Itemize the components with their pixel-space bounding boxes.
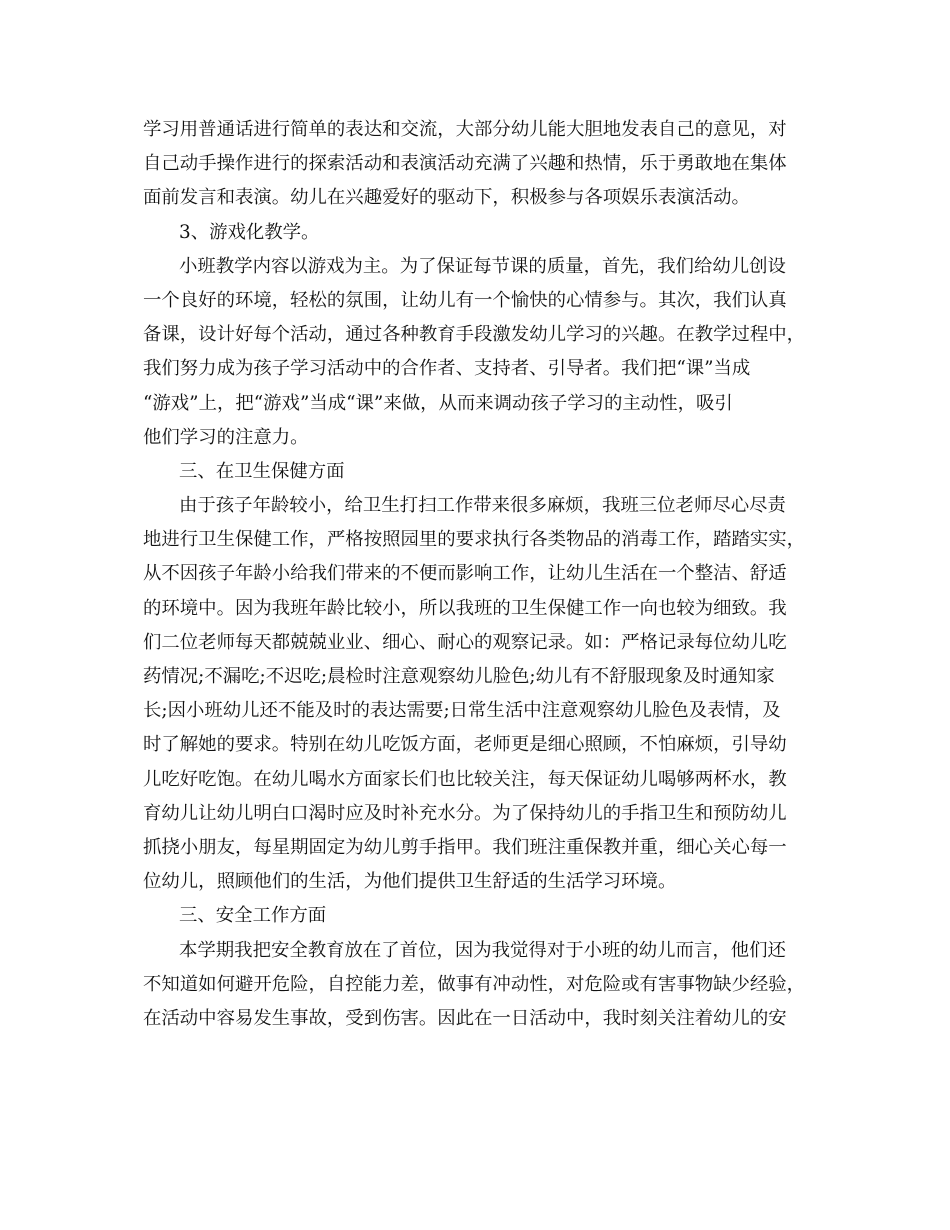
text-line: 自己动手操作进行的探索活动和表演活动充满了兴趣和热情，乐于勇敢地在集体 bbox=[143, 153, 787, 175]
paragraph-start-line: 小班教学内容以游戏为主。为了保证每节课的质量，首先，我们给幼儿创设 bbox=[179, 255, 786, 277]
text-line: 儿吃好吃饱。在幼儿喝水方面家长们也比较关注，每天保证幼儿喝够两杯水，教 bbox=[143, 768, 787, 790]
text-line: 一个良好的环境，轻松的氛围，让幼儿有一个愉快的心情参与。其次，我们认真 bbox=[143, 289, 787, 311]
paragraph-start-line: 3、游戏化教学。 bbox=[179, 221, 320, 243]
text-line: 药情况;不漏吃;不迟吃;晨检时注意观察幼儿脸色;幼儿有不舒服现象及时通知家 bbox=[143, 666, 775, 687]
text-line: 时了解她的要求。特别在幼儿吃饭方面，老师更是细心照顾，不怕麻烦，引导幼 bbox=[143, 734, 787, 756]
text-line: 我们努力成为孩子学习活动中的合作者、支持者、引导者。我们把“课”当成 bbox=[143, 358, 751, 380]
text-line: 们二位老师每天都兢兢业业、细心、耐心的观察记录。如：严格记录每位幼儿吃 bbox=[143, 631, 787, 653]
text-line: 的环境中。因为我班年龄比较小，所以我班的卫生保健工作一向也较为细致。我 bbox=[143, 597, 787, 619]
text-line: 学习用普通话进行简单的表达和交流，大部分幼儿能大胆地发表自己的意见，对 bbox=[143, 119, 787, 140]
paragraph-start-line: 本学期我把安全教育放在了首位，因为我觉得对于小班的幼儿而言，他们还 bbox=[179, 939, 786, 961]
text-line: 地进行卫生保健工作，严格按照园里的要求执行各类物品的消毒工作，踏踏实实， bbox=[143, 529, 806, 551]
text-line: 在活动中容易发生事故，受到伤害。因此在一日活动中，我时刻关注着幼儿的安 bbox=[143, 1007, 787, 1029]
text-line: 从不因孩子年龄小给我们带来的不便而影响工作，让幼儿生活在一个整洁、舒适 bbox=[143, 563, 787, 585]
text-line: 抓挠小朋友，每星期固定为幼儿剪手指甲。我们班注重保教并重，细心关心每一 bbox=[143, 836, 787, 858]
text-line: 育幼儿让幼儿明白口渴时应及时补充水分。为了保持幼儿的手指卫生和预防幼儿 bbox=[143, 802, 787, 824]
text-line: 面前发言和表演。幼儿在兴趣爱好的驱动下，积极参与各项娱乐表演活动。 bbox=[143, 187, 750, 209]
text-line: 不知道如何避开危险，自控能力差，做事有冲动性，对危险或有害事物缺少经验， bbox=[143, 973, 806, 995]
paragraph-start-line: 三、在卫生保健方面 bbox=[179, 460, 345, 482]
text-line: 位幼儿，照顾他们的生活，为他们提供卫生舒适的生活学习环境。 bbox=[143, 871, 677, 893]
text-line: “游戏”上，把“游戏”当成“课”来做，从而来调动孩子学习的主动性，吸引 bbox=[143, 392, 733, 414]
text-line: 备课，设计好每个活动，通过各种教育手段激发幼儿学习的兴趣。在教学过程中， bbox=[143, 324, 806, 346]
paragraph-start-line: 三、安全工作方面 bbox=[179, 905, 327, 927]
text-line: 长;因小班幼儿还不能及时的表达需要;日常生活中注意观察幼儿脸色及表情，及 bbox=[143, 700, 781, 722]
document-body bbox=[143, 113, 808, 1036]
paragraph-start-line: 由于孩子年龄较小，给卫生打扫工作带来很多麻烦，我班三位老师尽心尽责 bbox=[179, 495, 786, 517]
text-line: 他们学习的注意力。 bbox=[143, 426, 309, 448]
